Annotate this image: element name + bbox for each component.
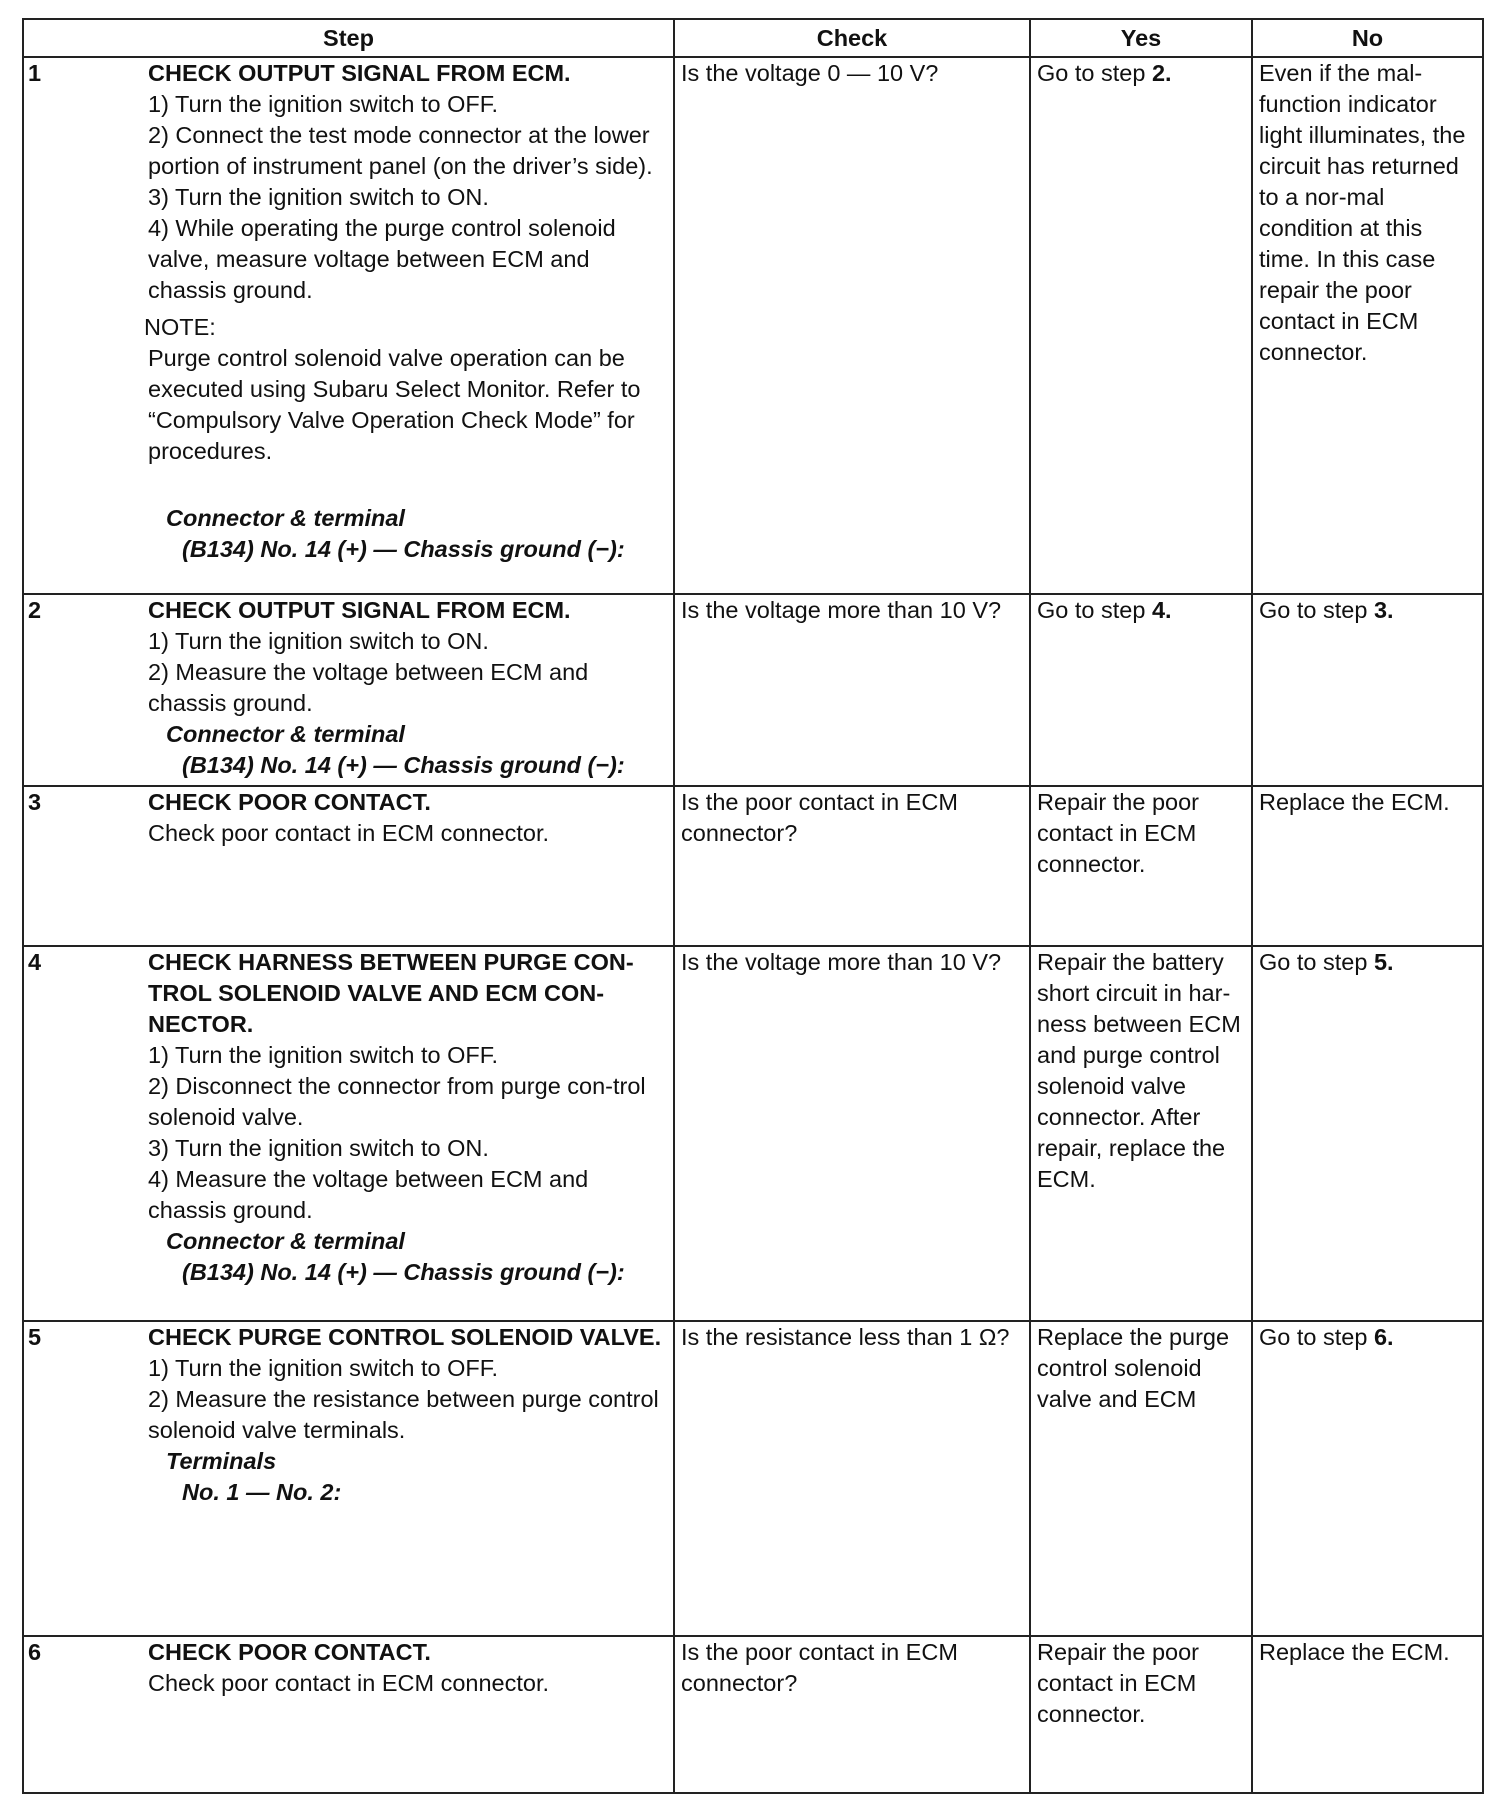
terminals-value: No. 1 — No. 2: xyxy=(182,1479,342,1505)
header-row xyxy=(23,19,1483,57)
step-cell xyxy=(23,946,674,1321)
table-row xyxy=(23,946,1483,1321)
connector-title: Connector & terminal xyxy=(166,1228,405,1254)
table-row xyxy=(23,786,1483,946)
step-cell xyxy=(23,786,674,946)
check-cell: Is the voltage more than 10 V? xyxy=(674,594,1030,786)
table-row xyxy=(23,1321,1483,1636)
yes-cell: Repair the poor contact in ECM connector. xyxy=(1030,1636,1252,1793)
connector-terminal: (B134) No. 14 (+) — Chassis ground (−): xyxy=(182,536,625,562)
connector-terminal: (B134) No. 14 (+) — Chassis ground (−): xyxy=(182,752,625,778)
step-instruction: 3) Turn the ignition switch to ON. xyxy=(148,1135,489,1161)
step-cell xyxy=(23,57,674,594)
check-cell: Is the voltage more than 10 V? xyxy=(674,946,1030,1321)
connector-title: Connector & terminal xyxy=(166,505,405,531)
no-step-ref: 6. xyxy=(1373,1324,1394,1350)
connector-title: Connector & terminal xyxy=(166,721,405,747)
step-title: CHECK POOR CONTACT. xyxy=(148,789,431,815)
note-text: Purge control solenoid valve operation can be executed using Subaru Select Monitor. Refer to “Compulsory Valve Operation Check Mode” for procedures. xyxy=(148,345,641,464)
step-instruction: 3) Turn the ignition switch to ON. xyxy=(148,184,489,210)
table-row xyxy=(23,594,1483,786)
table-row xyxy=(23,57,1483,594)
connector-terminal: (B134) No. 14 (+) — Chassis ground (−): xyxy=(182,1259,625,1285)
diagnostic-page xyxy=(22,18,1482,1794)
step-instruction: 1) Turn the ignition switch to ON. xyxy=(148,628,489,654)
step-number: 4 xyxy=(28,949,42,975)
no-cell: Even if the mal-function indicator light illuminates, the circuit has returned to a nor-mal condition at this time. In this case repair the poor contact in ECM connector. xyxy=(1252,57,1483,594)
check-cell: Is the poor contact in ECM connector? xyxy=(674,786,1030,946)
yes-cell: Repair the poor contact in ECM connector. xyxy=(1030,786,1252,946)
step-number: 3 xyxy=(28,789,42,815)
yes-cell: Replace the purge control solenoid valve and ECM xyxy=(1030,1321,1252,1636)
step-cell xyxy=(23,1636,674,1793)
check-cell: Is the voltage 0 — 10 V? xyxy=(674,57,1030,594)
no-cell xyxy=(1252,1321,1483,1636)
step-instruction: 2) Connect the test mode connector at the lower portion of instrument panel (on the driver’s side). xyxy=(148,122,653,179)
no-step-ref: 5. xyxy=(1373,949,1394,975)
terminals-title: Terminals xyxy=(166,1448,277,1474)
step-instruction: 2) Disconnect the connector from purge con-trol solenoid valve. xyxy=(148,1073,646,1130)
yes-cell xyxy=(1030,594,1252,786)
step-title: CHECK OUTPUT SIGNAL FROM ECM. xyxy=(148,60,571,86)
no-cell xyxy=(1252,594,1483,786)
step-title: CHECK OUTPUT SIGNAL FROM ECM. xyxy=(148,597,571,623)
step-cell xyxy=(23,1321,674,1636)
step-instruction: 1) Turn the ignition switch to OFF. xyxy=(148,1042,499,1068)
step-instruction: Check poor contact in ECM connector. xyxy=(148,820,550,846)
step-instruction: 2) Measure the voltage between ECM and chassis ground. xyxy=(148,659,589,716)
no-text: Go to step xyxy=(1259,597,1374,623)
diagnostic-table xyxy=(22,18,1484,1794)
yes-step-ref: 4. xyxy=(1151,597,1172,623)
check-cell: Is the poor contact in ECM connector? xyxy=(674,1636,1030,1793)
step-instruction: 1) Turn the ignition switch to OFF. xyxy=(148,91,499,117)
note-label: NOTE: xyxy=(144,314,216,340)
no-cell: Replace the ECM. xyxy=(1252,786,1483,946)
header-no: No xyxy=(1252,19,1483,57)
check-cell: Is the resistance less than 1 Ω? xyxy=(674,1321,1030,1636)
step-number: 5 xyxy=(28,1324,42,1350)
header-step: Step xyxy=(23,19,674,57)
yes-step-ref: 2. xyxy=(1151,60,1172,86)
step-cell xyxy=(23,594,674,786)
step-number: 1 xyxy=(28,60,42,86)
step-title: CHECK HARNESS BETWEEN PURGE CON-TROL SOLENOID VALVE AND ECM CON-NECTOR. xyxy=(148,949,634,1037)
step-instruction: 4) While operating the purge control solenoid valve, measure voltage between ECM and chassis ground. xyxy=(148,215,616,303)
no-cell: Replace the ECM. xyxy=(1252,1636,1483,1793)
no-text: Go to step xyxy=(1259,1324,1374,1350)
step-instruction: 2) Measure the resistance between purge control solenoid valve terminals. xyxy=(148,1386,659,1443)
step-instruction: 1) Turn the ignition switch to OFF. xyxy=(148,1355,499,1381)
header-yes: Yes xyxy=(1030,19,1252,57)
yes-text: Go to step xyxy=(1037,60,1152,86)
table-row xyxy=(23,1636,1483,1793)
no-step-ref: 3. xyxy=(1373,597,1394,623)
step-number: 6 xyxy=(28,1639,42,1665)
yes-cell: Repair the battery short circuit in har-ness between ECM and purge control solenoid valve connector. After repair, replace the ECM. xyxy=(1030,946,1252,1321)
header-check: Check xyxy=(674,19,1030,57)
step-title: CHECK PURGE CONTROL SOLENOID VALVE. xyxy=(148,1324,662,1350)
step-number: 2 xyxy=(28,597,42,623)
step-instruction: 4) Measure the voltage between ECM and chassis ground. xyxy=(148,1166,589,1223)
no-text: Go to step xyxy=(1259,949,1374,975)
yes-cell xyxy=(1030,57,1252,594)
step-instruction: Check poor contact in ECM connector. xyxy=(148,1670,550,1696)
yes-text: Go to step xyxy=(1037,597,1152,623)
step-title: CHECK POOR CONTACT. xyxy=(148,1639,431,1665)
no-cell xyxy=(1252,946,1483,1321)
